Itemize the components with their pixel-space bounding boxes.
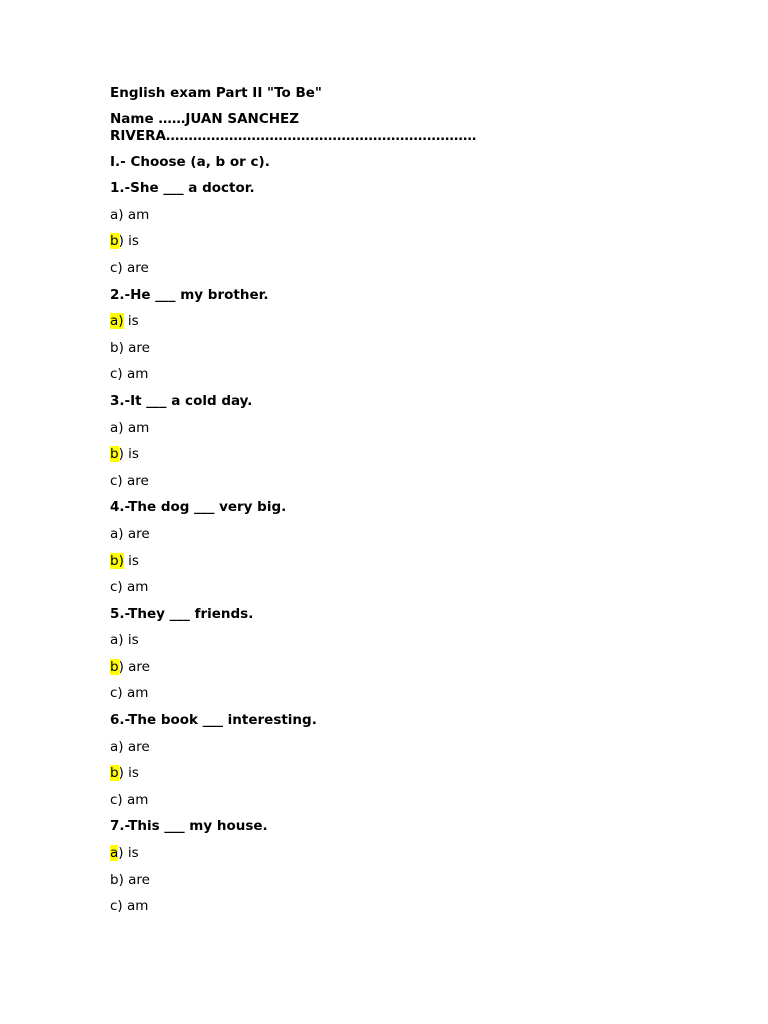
option-text: c) am <box>110 366 149 383</box>
option-text: a) are <box>110 738 150 755</box>
question-7 <box>110 817 670 923</box>
instruction: I.- Choose (a, b or c). <box>110 153 270 170</box>
answer-option <box>110 738 670 765</box>
question-4 <box>110 498 670 604</box>
highlighted-answer: a) <box>110 313 124 330</box>
answer-option <box>110 445 670 472</box>
question-prompt: 5.-They ___ friends. <box>110 605 254 622</box>
question-prompt: 7.-This ___ my house. <box>110 818 268 835</box>
option-text: c) am <box>110 898 149 915</box>
highlighted-answer: a <box>110 845 119 862</box>
option-text: is <box>123 552 139 569</box>
exam-content <box>110 84 670 924</box>
answer-option <box>110 339 670 366</box>
answer-option <box>110 791 670 818</box>
option-text: a) am <box>110 419 150 436</box>
question-prompt: 6.-The book ___ interesting. <box>110 712 317 729</box>
highlighted-answer: b <box>110 233 119 250</box>
option-text: ) is <box>118 233 139 250</box>
answer-option <box>110 419 670 446</box>
student-name-line-2: RIVERA…………………………………………………………… <box>110 127 477 144</box>
question-2 <box>110 286 670 392</box>
answer-option <box>110 259 670 286</box>
question-3 <box>110 392 670 498</box>
answer-option <box>110 552 670 579</box>
answer-option <box>110 764 670 791</box>
answer-option <box>110 312 670 339</box>
exam-title: English exam Part II "To Be" <box>110 85 322 101</box>
highlighted-answer: b <box>110 658 119 675</box>
answer-option <box>110 871 670 898</box>
option-text: b) are <box>110 871 150 888</box>
student-name <box>110 111 510 145</box>
option-text: ) is <box>118 446 139 463</box>
option-text: a) is <box>110 632 139 649</box>
answer-option <box>110 897 670 924</box>
answer-option <box>110 658 670 685</box>
answer-option <box>110 525 670 552</box>
option-text: ) are <box>118 658 150 675</box>
option-text: c) am <box>110 791 149 808</box>
option-text: ) is <box>118 845 139 862</box>
question-1 <box>110 179 670 285</box>
student-name-line-1: Name ……JUAN SANCHEZ <box>110 110 300 127</box>
answer-option <box>110 578 670 605</box>
option-text: c) am <box>110 579 149 596</box>
answer-option <box>110 365 670 392</box>
option-text: a) am <box>110 206 150 223</box>
answer-option <box>110 472 670 499</box>
answer-option <box>110 232 670 259</box>
question-prompt: 3.-It ___ a cold day. <box>110 392 253 409</box>
option-text: b) are <box>110 339 150 356</box>
answer-option <box>110 684 670 711</box>
answer-option <box>110 631 670 658</box>
answer-option <box>110 844 670 871</box>
option-text: a) are <box>110 525 150 542</box>
answer-option <box>110 206 670 233</box>
question-5 <box>110 605 670 711</box>
option-text: c) are <box>110 259 149 276</box>
option-text: is <box>123 313 139 330</box>
option-text: c) are <box>110 472 149 489</box>
question-prompt: 4.-The dog ___ very big. <box>110 499 287 516</box>
question-prompt: 2.-He ___ my brother. <box>110 286 269 303</box>
question-prompt: 1.-She ___ a doctor. <box>110 180 255 197</box>
option-text: ) is <box>118 765 139 782</box>
highlighted-answer: b) <box>110 552 124 569</box>
highlighted-answer: b <box>110 765 119 782</box>
question-6 <box>110 711 670 817</box>
highlighted-answer: b <box>110 446 119 463</box>
option-text: c) am <box>110 685 149 702</box>
